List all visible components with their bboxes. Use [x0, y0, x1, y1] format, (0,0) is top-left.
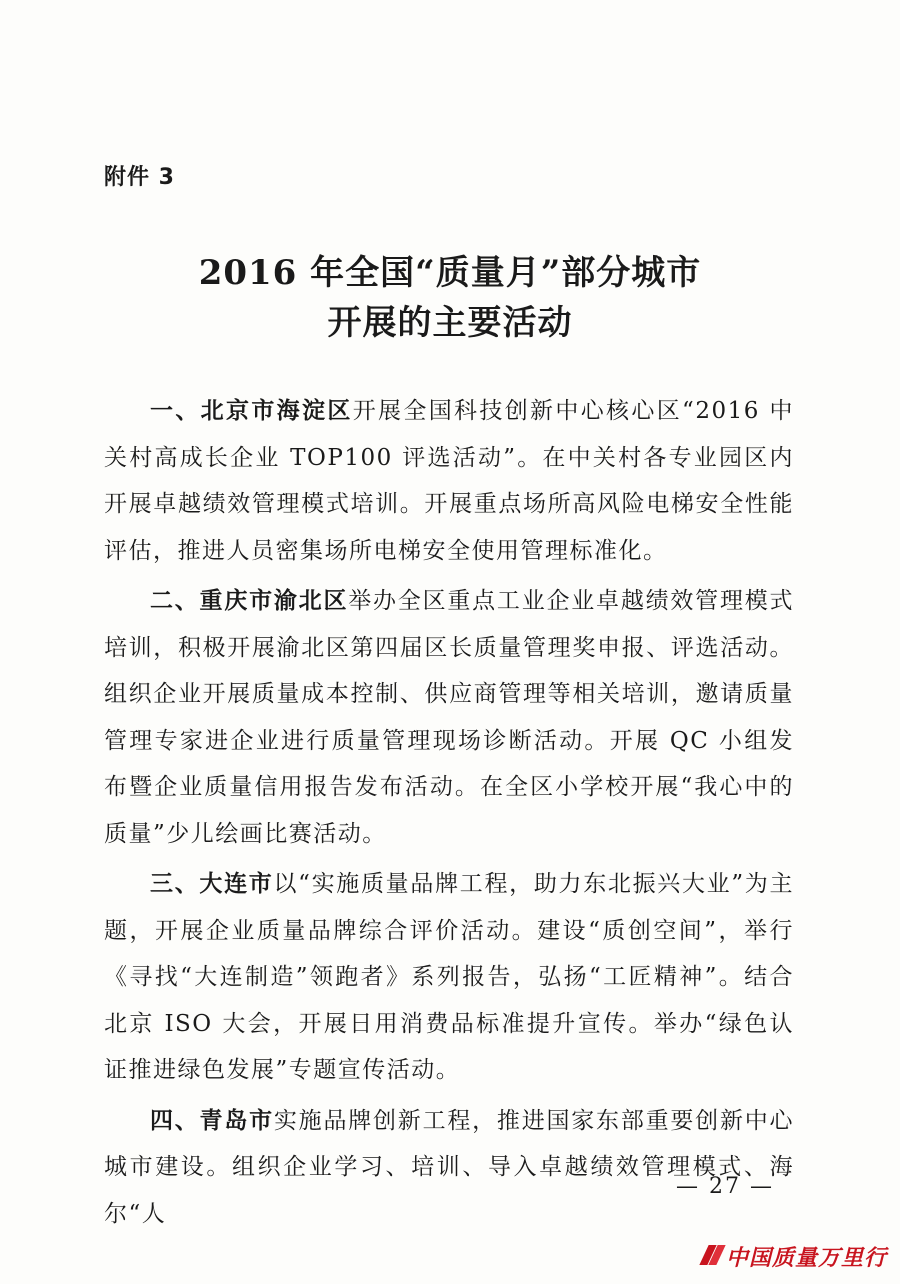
paragraph-dalian — [104, 861, 794, 1094]
title-line-1: 2016 年全国“质量月”部分城市 — [198, 253, 702, 293]
paragraph-lead: 二、重庆市渝北区 — [150, 588, 349, 614]
paragraph-beijing — [104, 388, 794, 574]
watermark-text: 中国质量万里行 — [726, 1245, 888, 1271]
paragraph-text: 开展全国科技创新中心核心区“2016 中关村高成长企业 TOP100 评选活动”。在中关村各专业园区内开展卓越绩效管理模式培训。开展重点场所高风险电梯安全性能评估，推进人员密集场所电梯安全使用管理标准化。 — [104, 398, 794, 564]
logo-icon — [700, 1243, 722, 1269]
paragraph-qingdao — [104, 1098, 794, 1238]
attachment-label: 附件 3 — [104, 165, 175, 190]
paragraph-lead: 四、青岛市 — [150, 1107, 274, 1134]
paragraph-lead: 一、北京市海淀区 — [150, 398, 353, 424]
title-line-2: 开展的主要活动 — [327, 303, 573, 343]
body-text — [104, 388, 794, 1241]
watermark-logo — [700, 1236, 887, 1276]
paragraph-text: 以“实施质量品牌工程，助力东北振兴大业”为主题，开展企业质量品牌综合评价活动。建设“质创空间”，举行《寻找“大连制造”领跑者》系列报告，弘扬“工匠精神”。结合北京 ISO 大会，开展日用消费品标准提升宣传。举办“绿色认证推进绿色发展”专题宣传活动。 — [104, 871, 794, 1083]
paragraph-text: 举办全区重点工业企业卓越绩效管理模式培训，积极开展渝北区第四届区长质量管理奖申报、评选活动。组织企业开展质量成本控制、供应商管理等相关培训，邀请质量管理专家进企业进行质量管理现场诊断活动。开展 QC 小组发布暨企业质量信用报告发布活动。在全区小学校开展“我心中的质量”少儿绘画比赛活动。 — [104, 588, 795, 847]
paragraph-chongqing — [104, 578, 794, 857]
paragraph-text: 实施品牌创新工程，推进国家东部重要创新中心城市建设。组织企业学习、培训、导入卓越绩效管理模式、海尔“人 — [104, 1107, 795, 1227]
page-number: — 27 — — [676, 1174, 774, 1199]
paragraph-lead: 三、大连市 — [150, 871, 274, 897]
